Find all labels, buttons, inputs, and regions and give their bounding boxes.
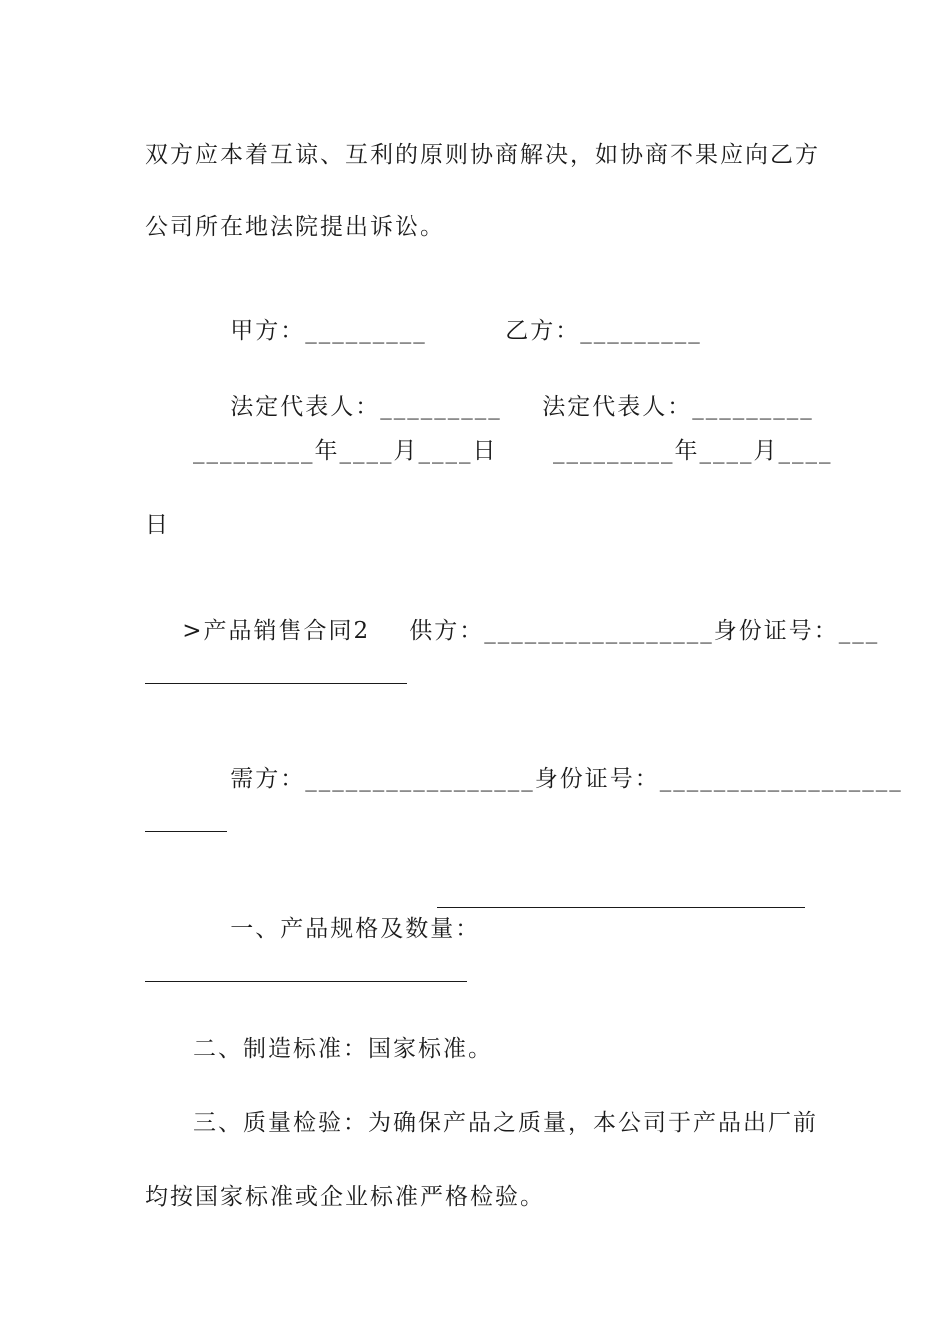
buyer-label: 需方：: [230, 766, 306, 792]
rep-b-label: 法定代表人：: [542, 394, 693, 420]
dispute-paragraph-line-1: 双方应本着互谅、互利的原则协商解决，如协商不果应向乙方: [145, 142, 820, 168]
party-b-blank: _________: [580, 318, 702, 344]
date-b: _________年____月____: [553, 438, 833, 464]
supplier-blank: _________________: [484, 618, 714, 644]
supplier-id-blank: ___: [838, 618, 880, 644]
item1-blank: [437, 907, 805, 908]
supplier-id-label: 身份证号：: [713, 618, 839, 644]
buyer-blank: _________________: [305, 766, 535, 792]
buyer-line: [193, 734, 903, 824]
item3-line-2: 均按国家标准或企业标准严格检验。: [145, 1184, 545, 1210]
item2: 二、制造标准：国家标准。: [193, 1036, 493, 1062]
item1-label: 一、产品规格及数量：: [230, 916, 481, 942]
supplier-label: 供方：: [409, 618, 485, 644]
supplier-id-blank-continued: [145, 683, 407, 684]
date-a: _________年____月____日: [193, 438, 498, 464]
buyer-id-label: 身份证号：: [534, 766, 660, 792]
rep-a-blank: _________: [380, 394, 502, 420]
contract2-heading: >产品销售合同2: [182, 618, 371, 644]
item1-line: [193, 884, 480, 974]
item1-blank-continued: [145, 981, 467, 982]
buyer-id-blank: __________________: [659, 766, 903, 792]
buyer-id-blank-continued: [145, 831, 227, 832]
date-b-day: 日: [145, 512, 170, 538]
party-a-label: 甲方：: [230, 318, 306, 344]
supplier-line: [372, 586, 879, 676]
dispute-paragraph-line-2: 公司所在地法院提出诉讼。: [145, 214, 445, 240]
rep-a-label: 法定代表人：: [230, 394, 381, 420]
party-a-blank: _________: [305, 318, 427, 344]
rep-b-blank: _________: [692, 394, 814, 420]
contract2-heading-line: [145, 586, 370, 676]
item3-line-1: 三、质量检验：为确保产品之质量，本公司于产品出厂前: [193, 1110, 818, 1136]
party-b-label: 乙方：: [505, 318, 581, 344]
